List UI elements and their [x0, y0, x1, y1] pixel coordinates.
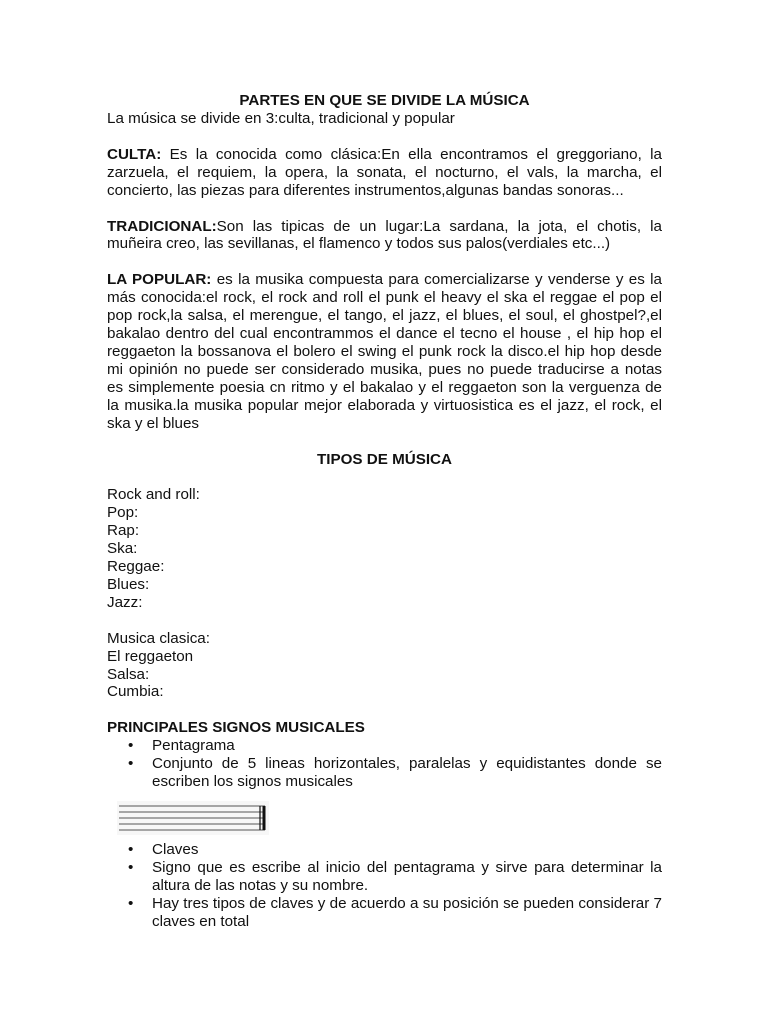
types-list-1 — [107, 486, 662, 611]
document-content — [107, 92, 662, 931]
list-item: Rap: — [107, 522, 140, 540]
section-popular — [107, 271, 662, 432]
section-label: LA POPULAR: — [107, 271, 212, 289]
section-text: Son las tipicas de un lugar:La sardana, la jota, el chotis, la muñeira creo, las sevillanas, el flamenco y todos sus palos(verdiales etc...) — [107, 217, 662, 253]
section-label: CULTA: — [107, 145, 162, 163]
list-item: Reggae: — [107, 558, 165, 576]
list-item: El reggaeton — [107, 647, 194, 665]
bullet-item: • Hay tres tipos de claves y de acuerdo a su posición se pueden considerar 7 claves en total — [107, 895, 662, 931]
section-label: TRADICIONAL: — [107, 217, 217, 235]
staff-lines-icon — [117, 801, 269, 835]
section-text: es la musika compuesta para comercializarse y venderse y es la más conocida:el rock, el rock and roll el punk el heavy el ska el reggae el pop el pop rock,la salsa, el merengue, el tango, el jazz, el blues, el soul, el ghostpel?,el bakalao dentro del cual encontrammos el dance el tecno el house , el hip hop el reggaeton la bossanova el bolero el swing el punk rock la disco.el hip hop desde mi opinión no puede ser considerado musika, pues no puede traducirse a notas es simplemente poesia cn ritmo y el bakalao y el reggaeton son la verguenza de la musika.la musika popular mejor elaborada y virtuosistica es el jazz, el rock, el ska y el blues — [107, 271, 662, 432]
list-item: Cumbia: — [107, 683, 164, 701]
section-text: Es la conocida como clásica:En ella encontramos el greggoriano, la zarzuela, el requiem, la opera, la sonata, el nocturno, el vals, la marcha, el concierto, las piezas para diferentes instrumentos,algunas bandas sonoras... — [107, 145, 662, 199]
list-item: Jazz: — [107, 593, 143, 611]
page-title: PARTES EN QUE SE DIVIDE LA MÚSICA — [239, 92, 530, 109]
list-item: Blues: — [107, 575, 150, 593]
signs-bullets-1 — [107, 737, 662, 791]
bullet-item: • Claves — [107, 841, 662, 859]
signs-bullets-2 — [107, 841, 662, 931]
types-title: TIPOS DE MÚSICA — [316, 450, 452, 468]
list-item: Rock and roll: — [107, 486, 200, 504]
types-list-2 — [107, 630, 662, 702]
bullet-item: • Pentagrama — [107, 737, 662, 755]
intro-text: La música se divide en 3:culta, tradicional y popular — [107, 109, 455, 127]
bullet-item: • Signo que es escribe al inicio del pentagrama y sirve para determinar la altura de las notas y su nombre. — [107, 859, 662, 895]
list-item: Salsa: — [107, 665, 150, 683]
staff-figure — [107, 791, 662, 841]
section-tradicional — [107, 218, 662, 254]
list-item: Ska: — [107, 540, 138, 558]
list-item: Musica clasica: — [107, 629, 210, 647]
signs-title: PRINCIPALES SIGNOS MUSICALES — [107, 719, 365, 737]
list-item: Pop: — [107, 504, 139, 522]
section-culta — [107, 146, 662, 200]
bullet-item: • Conjunto de 5 lineas horizontales, paralelas y equidistantes donde se escriben los signos musicales — [107, 755, 662, 791]
